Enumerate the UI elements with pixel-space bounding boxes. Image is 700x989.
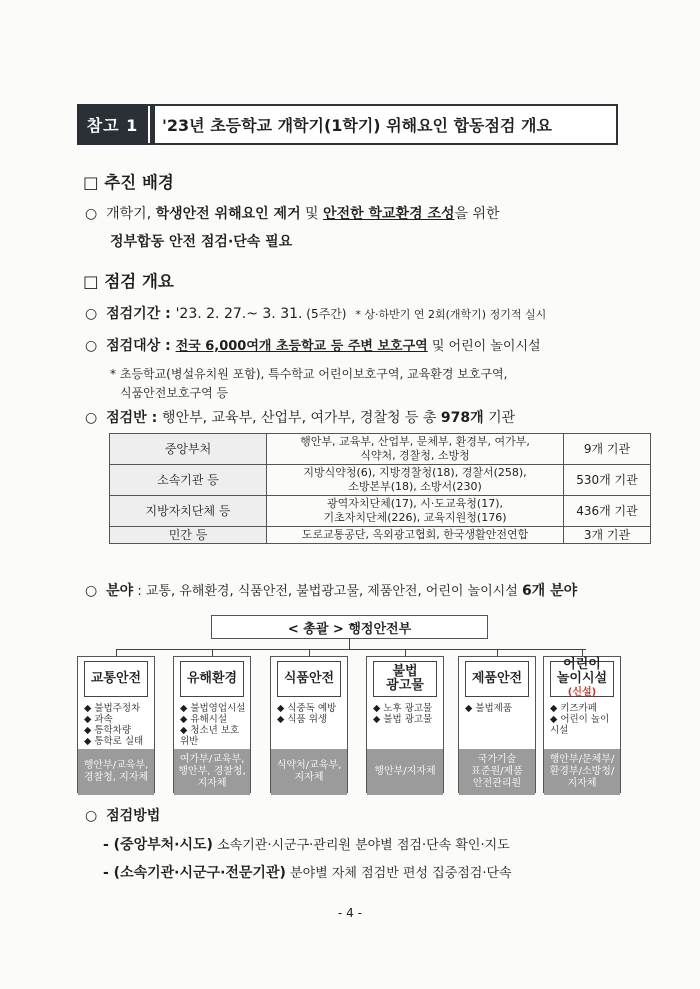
list-item: ◆ 청소년 보호위반 (180, 725, 240, 747)
inspection-period: ○ 점검기간 : '23. 2. 27.~ 3. 31. (5주간) * 상·하반기 연 2회(개학기) 정기적 실시 (85, 306, 547, 322)
table-cell-count: 436개 기관 (564, 496, 651, 527)
table-cell-category: 민간 등 (110, 527, 267, 544)
list-item: ◆ 키즈카페 (550, 703, 598, 714)
list-item: ◆ 불법제품 (465, 703, 513, 714)
field-card-title: 교통안전 (84, 661, 148, 697)
list-item: ◆ 과속 (84, 714, 113, 725)
table-cell-count: 9개 기관 (564, 434, 651, 465)
list-item: ◆ 식품 위생 (277, 714, 328, 725)
section-heading-background: □ 추진 배경 (83, 173, 174, 192)
method-line-1: - (중앙부처·시도) 소속기관·시군구·관리원 분야별 점검·단속 확인·지도 (103, 837, 510, 853)
agency-table (109, 433, 651, 544)
field-card-title: 불법 광고물 (373, 661, 437, 697)
list-item: ◆ 식중독 예방 (277, 703, 337, 714)
connector-line (349, 639, 350, 649)
field-card-items (544, 697, 620, 749)
field-card (543, 656, 621, 793)
connector-line (582, 649, 583, 656)
section-heading-overview: □ 점검 개요 (83, 272, 174, 291)
circle-bullet: ○ (85, 206, 98, 222)
field-card-items (271, 697, 347, 749)
field-card (270, 656, 348, 793)
field-card-items (78, 697, 154, 749)
field-card-items (459, 697, 535, 749)
field-card-agencies: 국가기술 표준원/제품 안전관리원 (459, 749, 535, 795)
list-item: ◆ 불법영업시설 (180, 703, 246, 714)
field-card (366, 656, 444, 793)
connector-line (116, 649, 586, 650)
background-line-1: ○ 개학기, 학생안전 위해요인 제거 및 안전한 학교환경 조성을 위한 (85, 206, 500, 222)
background-line-2: 정부합동 안전 점검·단속 필요 (110, 234, 293, 250)
inspection-team: ○ 점검반 : 행안부, 교육부, 산업부, 여가부, 경찰청 등 총 978개 기관 (85, 410, 516, 426)
table-cell-count: 3개 기관 (564, 527, 651, 544)
connector-line (497, 649, 498, 656)
list-item: ◆ 어린이 놀이시설 (550, 714, 610, 736)
list-item: ◆ 불법주정차 (84, 703, 141, 714)
list-item: ◆ 노후 광고물 (373, 703, 433, 714)
page-number: - 4 - (338, 906, 362, 920)
reference-tag: 참고 1 (77, 104, 148, 145)
field-card-title: 제품안전 (465, 661, 529, 697)
table-cell-category: 소속기관 등 (110, 465, 267, 496)
field-card-agencies: 행안부/문체부/ 환경부/소방청/ 지자체 (544, 749, 620, 795)
table-row (110, 496, 651, 527)
field-card-items (174, 697, 250, 749)
field-card-title: 어린이 놀이시설 (신설) (550, 661, 614, 697)
page-title: '23년 초등학교 개학기(1학기) 위해요인 합동점검 개요 (162, 116, 552, 135)
field-card-title: 식품안전 (277, 661, 341, 697)
field-card-agencies: 식약처/교육부, 지자체 (271, 749, 347, 795)
connector-line (309, 649, 310, 656)
field-card-items (367, 697, 443, 749)
connector-line (405, 649, 406, 656)
table-cell-members: 지방식약청(6), 지방경찰청(18), 경찰서(258), 소방본부(18), 소방서(230) (267, 465, 564, 496)
hq-box: < 총괄 > 행정안전부 (211, 615, 488, 639)
table-cell-members: 광역자치단체(17), 시·도교육청(17), 기초자치단체(226), 교육지원청(176) (267, 496, 564, 527)
inspection-fields: ○ 분야 : 교통, 유해환경, 식품안전, 불법광고물, 제품안전, 어린이 놀이시설 6개 분야 (85, 583, 578, 599)
list-item: ◆ 통학로 실태 (84, 736, 144, 747)
field-card-agencies: 행안부/지자체 (367, 749, 443, 795)
title-divider (150, 104, 155, 145)
target-note-1: * 초등학교(병설유치원 포함), 특수학교 어린이보호구역, 교육환경 보호구역, (110, 367, 508, 381)
connector-line (116, 649, 117, 656)
new-badge: (신설) (567, 687, 597, 698)
connector-line (212, 649, 213, 656)
table-row (110, 465, 651, 496)
field-card-title: 유해환경 (180, 661, 244, 697)
table-cell-category: 지방자치단체 등 (110, 496, 267, 527)
list-item: ◆ 통학차량 (84, 725, 132, 736)
inspection-target: ○ 점검대상 : 전국 6,000여개 초등학교 등 주변 보호구역 및 어린이 놀이시설 (85, 338, 541, 354)
field-card (458, 656, 536, 793)
table-row (110, 434, 651, 465)
target-note-2: 식품안전보호구역 등 (120, 386, 229, 400)
method-line-2: - (소속기관·시군구·전문기관) 분야별 자체 점검반 편성 집중점검·단속 (103, 865, 512, 881)
table-row (110, 527, 651, 544)
list-item: ◆ 불법 광고물 (373, 714, 433, 725)
field-card (173, 656, 251, 793)
table-cell-category: 중앙부처 (110, 434, 267, 465)
table-cell-count: 530개 기관 (564, 465, 651, 496)
table-cell-members: 행안부, 교육부, 산업부, 문체부, 환경부, 여가부, 식약처, 경찰청, 소방청 (267, 434, 564, 465)
list-item: ◆ 유해시설 (180, 714, 228, 725)
field-card-agencies: 행안부/교육부, 경찰청, 지자체 (78, 749, 154, 795)
field-card (77, 656, 155, 793)
field-card-agencies: 여가부/교육부, 행안부, 경찰청, 지자체 (174, 749, 250, 795)
table-cell-members: 도로교통공단, 옥외광고협회, 한국생활안전연합 (267, 527, 564, 544)
inspection-method: ○ 점검방법 (85, 808, 161, 824)
